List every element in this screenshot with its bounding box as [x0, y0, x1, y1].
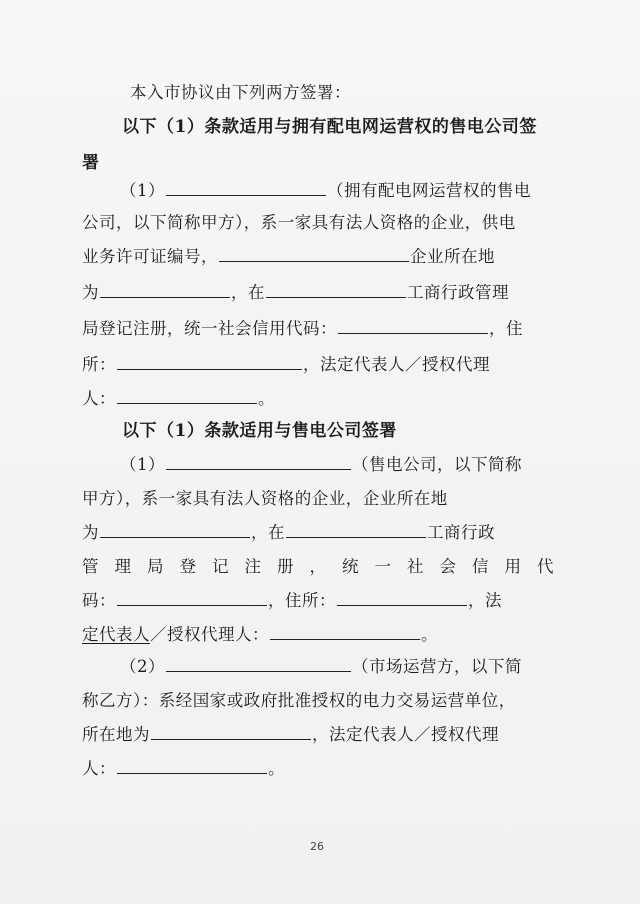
intro-line: 本入市协议由下列两方签署： — [130, 83, 351, 102]
section2-clause2-line1 — [120, 656, 522, 678]
representative-blank[interactable] — [117, 389, 257, 404]
party-name-blank[interactable] — [166, 455, 351, 470]
clause-text: ，住 — [489, 319, 523, 338]
address-blank[interactable] — [337, 591, 467, 606]
section2-heading: 以下（1）条款适用与售电公司签署 — [122, 421, 397, 441]
clause-text: （市场运营方，以下简 — [352, 657, 522, 676]
location-blank[interactable] — [100, 283, 230, 298]
clause-text: 所： — [82, 355, 116, 374]
clause-text: ，法定代表人／授权代理 — [312, 725, 499, 744]
party-name-blank[interactable] — [166, 657, 351, 672]
clause-text: 人： — [82, 389, 116, 408]
license-number-blank[interactable] — [219, 247, 409, 262]
representative-blank[interactable] — [270, 625, 420, 640]
clause-text: 工商行政管理 — [407, 283, 509, 302]
clause-number: （2） — [120, 657, 165, 676]
clause-text: 业务许可证编号， — [82, 247, 218, 266]
clause-text: ，法定代表人／授权代理 — [303, 355, 490, 374]
credit-code-blank[interactable] — [338, 319, 488, 334]
section1-heading: 以下（1）条款适用与拥有配电网运营权的售电公司签 — [122, 117, 537, 137]
section1-clause1-line1 — [120, 180, 531, 202]
registration-place-blank[interactable] — [286, 523, 426, 538]
representative-blank[interactable] — [117, 759, 267, 774]
location-blank[interactable] — [100, 523, 250, 538]
registration-place-blank[interactable] — [266, 283, 406, 298]
clause-text: ，住所： — [268, 591, 336, 610]
clause-text: 企业所在地 — [410, 247, 495, 266]
clause-text: 为 — [82, 283, 99, 302]
section1-clause1-line3 — [82, 246, 495, 268]
clause-text: ，在 — [231, 283, 265, 302]
section2-clause2-line3 — [82, 724, 499, 746]
clause-text: 。 — [421, 625, 438, 644]
clause-text: 。 — [258, 389, 275, 408]
party-name-blank[interactable] — [166, 181, 326, 196]
clause-text: （售电公司，以下简称 — [352, 455, 522, 474]
section1-clause1-line5 — [82, 318, 523, 340]
clause-text: 。 — [268, 759, 285, 778]
clause-text: （拥有配电网运营权的售电 — [327, 181, 531, 200]
clause-text: 局登记注册，统一社会信用代码： — [82, 319, 337, 338]
section2-clause1-line3 — [82, 522, 495, 544]
clause-text: ／授权代理人： — [150, 625, 269, 644]
section2-clause1-line6 — [82, 624, 438, 646]
credit-code-blank[interactable] — [117, 591, 267, 606]
clause-number: （1） — [120, 181, 165, 200]
location-blank[interactable] — [151, 725, 311, 740]
section1-clause1-line2: 公司，以下简称甲方），系一家具有法人资格的企业，供电 — [82, 213, 516, 232]
section2-clause2-line2: 称乙方）：系经国家或政府批准授权的电力交易运营单位， — [82, 691, 516, 710]
clause-text: 工商行政 — [427, 523, 495, 542]
clause-text: ，在 — [251, 523, 285, 542]
section2-clause1-line2: 甲方），系一家具有法人资格的企业，企业所在地 — [82, 489, 448, 508]
section1-clause1-line7 — [82, 388, 275, 410]
clause-text: 码： — [82, 591, 116, 610]
clause-text: 人： — [82, 759, 116, 778]
section1-clause1-line6 — [82, 354, 490, 376]
clause-text: ，法 — [468, 591, 502, 610]
section2-clause2-line4 — [82, 758, 285, 780]
page-number: 26 — [310, 840, 324, 853]
section2-clause1-line5 — [82, 590, 502, 612]
section1-heading-cont: 署 — [82, 153, 100, 173]
clause-text: 定代表人 — [82, 625, 150, 644]
clause-number: （1） — [120, 455, 165, 474]
section2-clause1-line1 — [120, 454, 522, 476]
address-blank[interactable] — [117, 355, 302, 370]
section1-clause1-line4 — [82, 282, 509, 304]
clause-text: 为 — [82, 523, 99, 542]
clause-text: 所在地为 — [82, 725, 150, 744]
section2-clause1-line4: 管理局登记注册，统一社会信用代 — [82, 557, 570, 576]
